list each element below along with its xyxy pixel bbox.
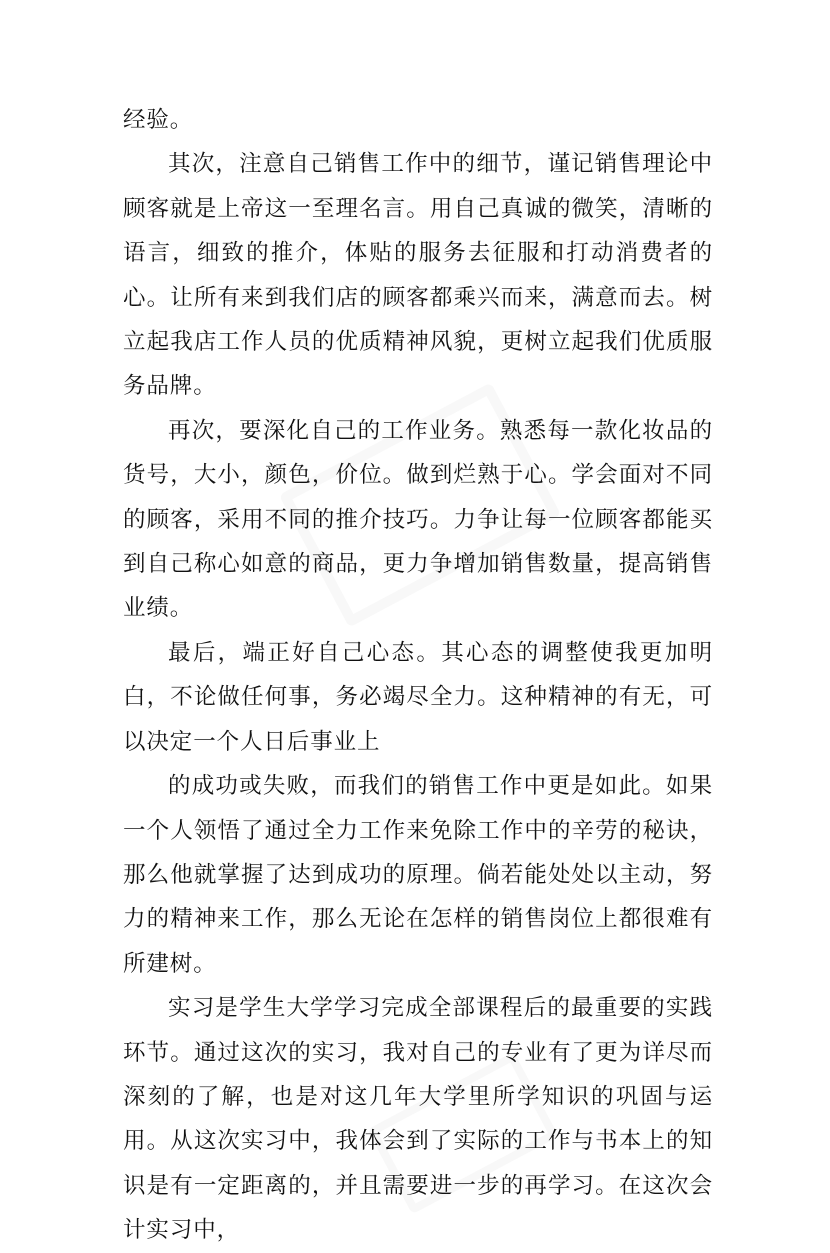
paragraph-success: 的成功或失败，而我们的销售工作中更是如此。如果一个人领悟了通过全力工作来免除工作中的辛劳的秘诀，那么他就掌握了达到成功的原理。倘若能处处以主动，努力的精神来工作，那么无论在怎样的销售岗位上都很难有所建树。: [123, 773, 713, 977]
paragraph-attitude: 最后，端正好自己心态。其心态的调整使我更加明白，不论做任何事，务必竭尽全力。这种精神的有无，可以决定一个人日后事业上: [123, 639, 713, 755]
paragraph-continuation: 经验。: [123, 107, 194, 133]
paragraph-internship: 实习是学生大学学习完成全部课程后的最重要的实践环节。通过这次的实习，我对自己的专业有了更为详尽而深刻的了解，也是对这几年大学里所学知识的巩固与运用。从这次实习中，我体会到了实际的工作与书本上的知识是有一定距离的，并且需要进一步的再学习。在这次会计实习中，: [123, 995, 713, 1244]
paragraph-details: 其次，注意自己销售工作中的细节，谨记销售理论中顾客就是上帝这一至理名言。用自己真诚的微笑，清晰的语言，细致的推介，体贴的服务去征服和打动消费者的心。让所有来到我们店的顾客都乘兴而来，满意而去。树立起我店工作人员的优质精神风貌，更树立起我们优质服务品牌。: [123, 151, 713, 400]
paragraph-business: 再次，要深化自己的工作业务。熟悉每一款化妆品的货号，大小，颜色，价位。做到烂熟于心。学会面对不同的顾客，采用不同的推介技巧。力争让每一位顾客都能买到自己称心如意的商品，更力争增加销售数量，提高销售业绩。: [123, 417, 713, 622]
document-body: [123, 98, 713, 1253]
